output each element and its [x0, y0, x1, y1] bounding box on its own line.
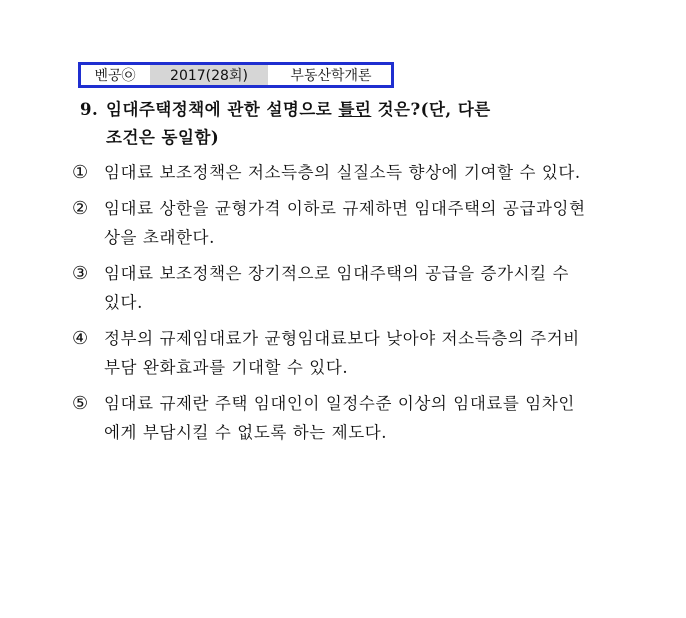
option-1[interactable]	[72, 158, 586, 187]
question-text-after: 것은?(단, 다른	[371, 100, 491, 119]
option-text: 임대료 규제란 주택 임대인이 일정수준 이상의 임대료를 임차인에게 부담시킬 수 없도록 하는 제도다.	[104, 394, 575, 442]
option-marker: ②	[72, 198, 89, 219]
exam-header	[78, 62, 394, 88]
option-5[interactable]	[72, 389, 586, 447]
option-3[interactable]	[72, 259, 586, 317]
question-keyword: 틀린	[338, 100, 372, 119]
header-subject: 부동산학개론	[290, 68, 372, 84]
option-text: 임대료 상한을 균형가격 이하로 규제하면 임대주택의 공급과잉현상을 초래한다.	[104, 199, 586, 247]
question-line-2: 조건은 동일함)	[106, 128, 220, 147]
header-year: 2017(28회)	[150, 65, 268, 85]
option-marker: ①	[72, 162, 89, 183]
option-2[interactable]	[72, 194, 586, 252]
option-text: 임대료 보조정책은 장기적으로 임대주택의 공급을 증가시킬 수 있다.	[104, 264, 570, 312]
option-text: 임대료 보조정책은 저소득층의 실질소득 향상에 기여할 수 있다.	[104, 163, 581, 182]
option-4[interactable]	[72, 324, 586, 382]
answer-options	[72, 158, 586, 454]
option-marker: ⑤	[72, 393, 89, 414]
option-text: 정부의 규제임대료가 균형임대료보다 낮아야 저소득층의 주거비 부담 완화효과를 기대할 수 있다.	[104, 329, 580, 377]
question-text-before: 임대주택정책에 관한 설명으로	[106, 100, 339, 119]
question-number: 9.	[80, 100, 99, 119]
question-stem	[80, 96, 580, 152]
header-source: 벤공㉧	[94, 68, 136, 84]
option-marker: ③	[72, 263, 89, 284]
option-marker: ④	[72, 328, 89, 349]
question-line-1	[80, 96, 580, 124]
